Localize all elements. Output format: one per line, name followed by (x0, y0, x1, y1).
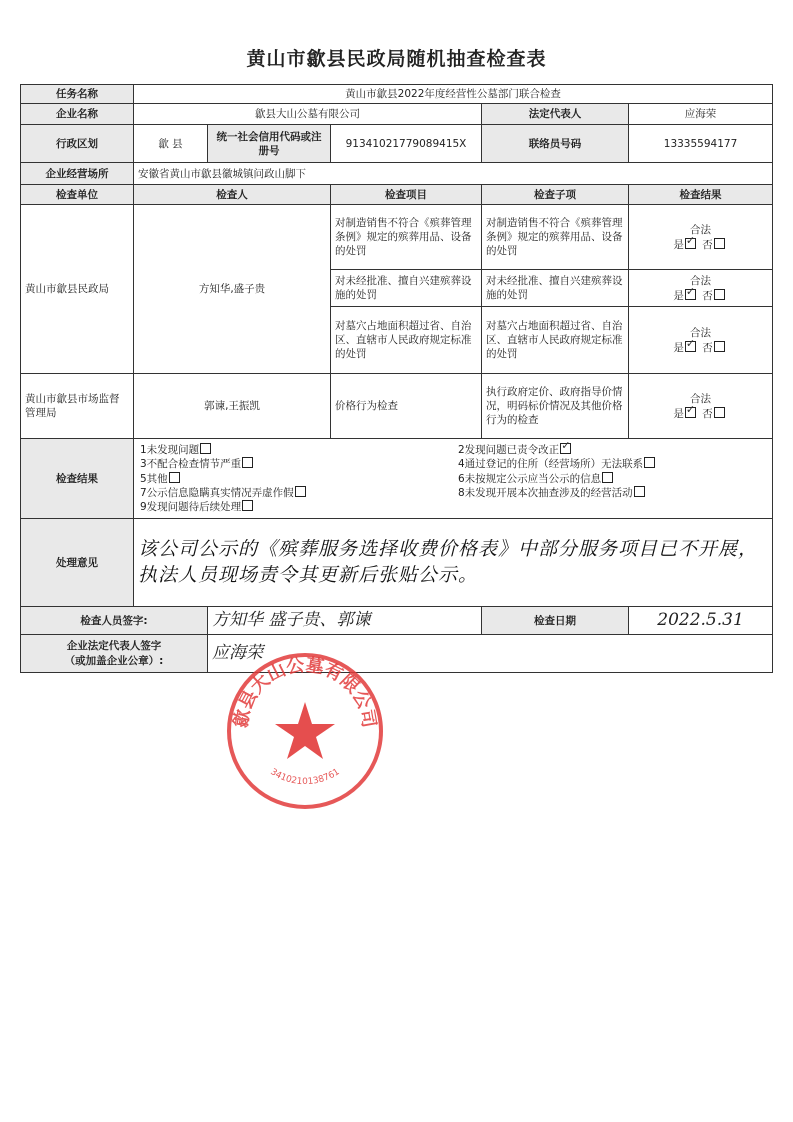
subitem-text: 执行政府定价、政府指导价情况，明码标价情况及其他价格行为的检查 (482, 374, 629, 439)
result-option-checkbox[interactable] (295, 486, 306, 497)
result-cell (629, 205, 773, 270)
inspection-form (20, 84, 773, 673)
pass-label: 合法 (690, 392, 712, 405)
seal-star-icon (275, 702, 335, 759)
company-name-value: 歙县大山公墓有限公司 (134, 104, 482, 125)
item-text: 价格行为检查 (331, 374, 482, 439)
subitem-text: 对墓穴占地面积超过省、自治区、直辖市人民政府规定标准的处罚 (482, 307, 629, 374)
subitem-text: 对制造销售不符合《殡葬管理条例》规定的殡葬用品、设备的处罚 (482, 205, 629, 270)
no-checkbox[interactable] (714, 407, 725, 418)
result-option: 6未按规定公示应当公示的信息 (458, 472, 658, 486)
no-label: 否 (702, 341, 713, 354)
no-label: 否 (702, 407, 713, 420)
credit-code-value: 91341021779089415X (331, 125, 482, 163)
legal-rep-label: 法定代表人 (482, 104, 629, 125)
result-option: 5其他 (140, 472, 458, 486)
subitem-text: 对未经批准、擅自兴建殡葬设施的处罚 (482, 270, 629, 307)
task-name-value: 黄山市歙县2022年度经营性公墓部门联合检查 (134, 85, 773, 104)
result-option: 1未发现问题 (140, 443, 458, 457)
result-cell (629, 374, 773, 439)
rep-sign-label: 企业法定代表人签字 （或加盖企业公章）: (21, 635, 208, 673)
yes-label: 是 (673, 341, 684, 354)
credit-code-label: 统一社会信用代码或注册号 (208, 125, 331, 163)
inspector-sign-label: 检查人员签字: (21, 607, 208, 635)
region-value: 歙 县 (134, 125, 208, 163)
result-option-checkbox[interactable] (242, 457, 253, 468)
item-text: 对制造销售不符合《殡葬管理条例》规定的殡葬用品、设备的处罚 (331, 205, 482, 270)
form-title: 黄山市歙县民政局随机抽查检查表 (246, 48, 547, 70)
check-mark-icon: ✓ (685, 233, 696, 247)
opinion-label: 处理意见 (21, 519, 134, 607)
yes-checkbox[interactable] (685, 284, 696, 300)
result-option: 9发现问题待后续处理 (140, 500, 458, 514)
seal-name-text: 歙县大山公墓有限公司 (230, 654, 380, 730)
result-option: 7公示信息隐瞒真实情况弄虚作假 (140, 486, 458, 500)
inspectors-civil-affairs: 方知华,盛子贵 (134, 205, 331, 374)
rep-signature: 应海荣 (208, 635, 773, 673)
legal-rep-value: 应海荣 (629, 104, 773, 125)
region-label: 行政区划 (21, 125, 134, 163)
no-checkbox[interactable] (714, 289, 725, 300)
overall-result-options (134, 439, 773, 519)
opinion-handwriting: 该公司公示的《殡葬服务选择收费价格表》中部分服务项目已不开展，执法人员现场责令其更新后张贴公示。 (134, 519, 773, 607)
result-option: 4通过登记的住所（经营场所）无法联系 (458, 457, 658, 471)
result-option-checkbox[interactable] (200, 443, 211, 454)
no-checkbox[interactable] (714, 238, 725, 249)
task-name-label: 任务名称 (21, 85, 134, 104)
check-mark-icon: ✓ (561, 439, 571, 453)
seal-code-text: 3410210138761 (268, 767, 342, 788)
date-label: 检查日期 (482, 607, 629, 635)
unit-civil-affairs: 黄山市歙县民政局 (21, 205, 134, 374)
result-header: 检查结果 (629, 185, 773, 205)
company-name-label: 企业名称 (21, 104, 134, 125)
overall-result-label: 检查结果 (21, 439, 134, 519)
inspectors-market-supervision: 郭谏,王振凯 (134, 374, 331, 439)
pass-label: 合法 (690, 223, 712, 236)
unit-market-supervision: 黄山市歙县市场监督管理局 (21, 374, 134, 439)
result-option: 3不配合检查情节严重 (140, 457, 458, 471)
yes-label: 是 (673, 289, 684, 302)
result-option-checkbox[interactable] (169, 472, 180, 483)
address-label: 企业经营场所 (21, 163, 134, 185)
no-checkbox[interactable] (714, 341, 725, 352)
subitem-header: 检查子项 (482, 185, 629, 205)
item-text: 对未经批准、擅自兴建殡葬设施的处罚 (331, 270, 482, 307)
result-option-checkbox[interactable] (560, 439, 571, 454)
check-mark-icon: ✓ (685, 284, 696, 298)
result-cell (629, 307, 773, 374)
result-option-checkbox[interactable] (242, 500, 253, 511)
check-mark-icon: ✓ (685, 402, 696, 416)
company-seal-stamp (224, 650, 386, 812)
yes-checkbox[interactable] (685, 336, 696, 352)
no-label: 否 (702, 289, 713, 302)
address-value: 安徽省黄山市歙县徽城镇问政山脚下 (134, 163, 773, 185)
result-cell (629, 270, 773, 307)
inspector-header: 检查人 (134, 185, 331, 205)
result-option: 2发现问题已责令改正 ✓ (458, 439, 571, 457)
pass-label: 合法 (690, 326, 712, 339)
inspector-signature: 方知华 盛子贵、郭谏 (208, 607, 482, 635)
result-option: 8未发现开展本次抽查涉及的经营活动 (458, 486, 658, 500)
contact-value: 13335594177 (629, 125, 773, 163)
contact-label: 联络员号码 (482, 125, 629, 163)
check-mark-icon: ✓ (685, 336, 696, 350)
pass-label: 合法 (690, 274, 712, 287)
item-text: 对墓穴占地面积超过省、自治区、直辖市人民政府规定标准的处罚 (331, 307, 482, 374)
yes-checkbox[interactable] (685, 402, 696, 418)
result-option-checkbox[interactable] (644, 457, 655, 468)
yes-label: 是 (673, 238, 684, 251)
inspection-date: 2022.5.31 (629, 607, 773, 635)
yes-label: 是 (673, 407, 684, 420)
no-label: 否 (702, 238, 713, 251)
unit-header: 检查单位 (21, 185, 134, 205)
result-option-checkbox[interactable] (602, 472, 613, 483)
yes-checkbox[interactable] (685, 233, 696, 249)
result-option-checkbox[interactable] (634, 486, 645, 497)
item-header: 检查项目 (331, 185, 482, 205)
